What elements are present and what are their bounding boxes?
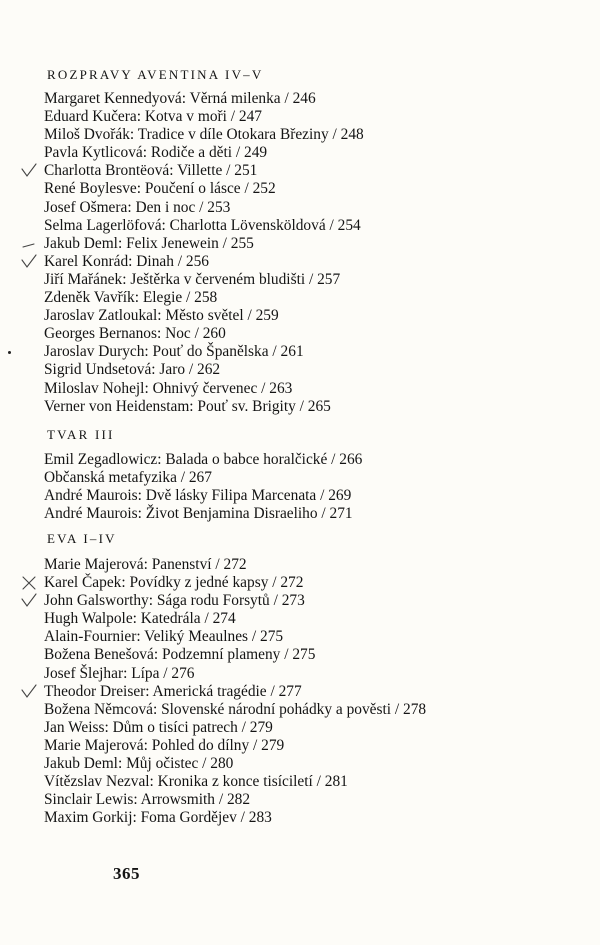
toc-entry-text: Sinclair Lewis: Arrowsmith / 282 — [44, 791, 251, 809]
toc-entry-text: Miloslav Nohejl: Ohnivý červenec / 263 — [44, 379, 293, 397]
toc-entry — [44, 683, 426, 701]
toc-entry — [44, 108, 364, 126]
toc-entry — [44, 773, 426, 791]
toc-entry-text: André Maurois: Život Benjamina Disraeliho / 271 — [44, 505, 353, 523]
toc-entry — [44, 325, 364, 343]
toc-entry — [44, 574, 426, 592]
check-mark-icon — [19, 592, 39, 610]
toc-entry — [44, 556, 426, 574]
toc-entry — [44, 665, 426, 683]
toc-entry-text: Selma Lagerlöfová: Charlotta Lövensköldová / 254 — [44, 216, 361, 234]
toc-entry-text: Vítězslav Nezval: Kronika z konce tisíciletí / 281 — [44, 773, 348, 791]
page-number: 365 — [113, 864, 140, 883]
toc-entry — [44, 592, 426, 610]
toc-entry-text: Zdeněk Vavřík: Elegie / 258 — [44, 289, 218, 307]
toc-entry-text: Božena Benešová: Podzemní plameny / 275 — [44, 646, 316, 664]
toc-entry — [44, 809, 426, 827]
toc-entry — [44, 701, 426, 719]
check-mark-icon — [19, 253, 39, 271]
section-heading: ROZPRAVY AVENTINA IV–V — [47, 67, 264, 82]
toc-entry — [44, 180, 364, 198]
toc-entry — [44, 469, 362, 487]
toc-entry-text: Karel Čapek: Povídky z jedné kapsy / 272 — [44, 574, 304, 592]
toc-entry — [44, 217, 364, 235]
toc-entry-text: René Boylesve: Poučení o lásce / 252 — [44, 180, 276, 198]
toc-entry-text: Georges Bernanos: Noc / 260 — [44, 325, 226, 343]
toc-entry-text: Božena Němcová: Slovenské národní pohádky a pověsti / 278 — [44, 700, 427, 718]
toc-entry — [44, 126, 364, 144]
toc-entry-text: Jakub Deml: Felix Jenewein / 255 — [44, 234, 254, 252]
toc-entry-text: Verner von Heidenstam: Pouť sv. Brigity / 265 — [44, 397, 331, 415]
toc-entry-text: Josef Ošmera: Den i noc / 253 — [44, 198, 231, 216]
toc-entry — [44, 144, 364, 162]
ink-dot — [8, 351, 11, 354]
toc-entry — [44, 380, 364, 398]
toc-entry — [44, 162, 364, 180]
toc-entry-text: Hugh Walpole: Katedrála / 274 — [44, 610, 236, 628]
toc-entry — [44, 505, 362, 523]
toc-entry-text: Alain-Fournier: Veliký Meaulnes / 275 — [44, 628, 284, 646]
toc-entry-text: Miloš Dvořák: Tradice v díle Otokara Březiny / 248 — [44, 126, 364, 144]
toc-entry — [44, 487, 362, 505]
section-heading: EVA I–IV — [47, 531, 117, 546]
toc-entry-text: Jakub Deml: Můj očistec / 280 — [44, 755, 234, 773]
toc-entry — [44, 235, 364, 253]
toc-entry-text: Karel Konrád: Dinah / 256 — [44, 252, 209, 270]
toc-entry — [44, 271, 364, 289]
toc-entry-text: Charlotta Brontëová: Villette / 251 — [44, 162, 258, 180]
dash-mark-icon — [19, 235, 39, 253]
toc-entry — [44, 307, 364, 325]
section-heading: TVAR III — [47, 427, 115, 442]
toc-entry — [44, 289, 364, 307]
toc-entry — [44, 253, 364, 271]
toc-entry-text: Jaroslav Durych: Pouť do Španělska / 261 — [44, 343, 304, 361]
toc-entry-text: Marie Majerová: Pohled do dílny / 279 — [44, 736, 285, 754]
toc-entry — [44, 628, 426, 646]
toc-entry — [44, 719, 426, 737]
check-mark-icon — [19, 162, 39, 180]
check-mark-icon — [19, 683, 39, 701]
toc-entry — [44, 646, 426, 664]
toc-entry-text: Jan Weiss: Dům o tisíci patrech / 279 — [44, 718, 273, 736]
toc-entry-text: Jaroslav Zatloukal: Město světel / 259 — [44, 307, 279, 325]
toc-entry-text: Marie Majerová: Panenství / 272 — [44, 556, 247, 573]
toc-entry — [44, 451, 362, 469]
toc-entry — [44, 398, 364, 416]
toc-entry — [44, 737, 426, 755]
entry-list — [44, 556, 426, 827]
entry-list — [44, 451, 362, 523]
toc-entry — [44, 90, 364, 108]
toc-entry — [44, 610, 426, 628]
toc-entry-text: Josef Šlejhar: Lípa / 276 — [44, 664, 195, 682]
toc-entry-text: Eduard Kučera: Kotva v moři / 247 — [44, 108, 262, 126]
toc-entry — [44, 361, 364, 379]
toc-entry-text: Margaret Kennedyová: Věrná milenka / 246 — [44, 90, 316, 107]
toc-entry-text: John Galsworthy: Sága rodu Forsytů / 273 — [44, 592, 305, 610]
toc-entry — [44, 343, 364, 361]
toc-entry-text: Theodor Dreiser: Americká tragédie / 277 — [44, 682, 302, 700]
toc-entry-text: Maxim Gorkij: Foma Gordějev / 283 — [44, 809, 272, 827]
toc-entry-text: Sigrid Undsetová: Jaro / 262 — [44, 361, 221, 379]
toc-entry — [44, 791, 426, 809]
entry-list — [44, 90, 364, 416]
toc-entry — [44, 199, 364, 217]
toc-entry-text: André Maurois: Dvě lásky Filipa Marcenata / 269 — [44, 487, 352, 505]
toc-entry-text: Občanská metafyzika / 267 — [44, 469, 212, 487]
toc-entry — [44, 755, 426, 773]
toc-entry-text: Emil Zegadlowicz: Balada o babce horalčické / 266 — [44, 451, 363, 468]
toc-entry-text: Pavla Kytlicová: Rodiče a děti / 249 — [44, 144, 268, 162]
toc-entry-text: Jiří Mařánek: Ještěrka v červeném bludišti / 257 — [44, 270, 341, 288]
cross-mark-icon — [19, 574, 39, 592]
